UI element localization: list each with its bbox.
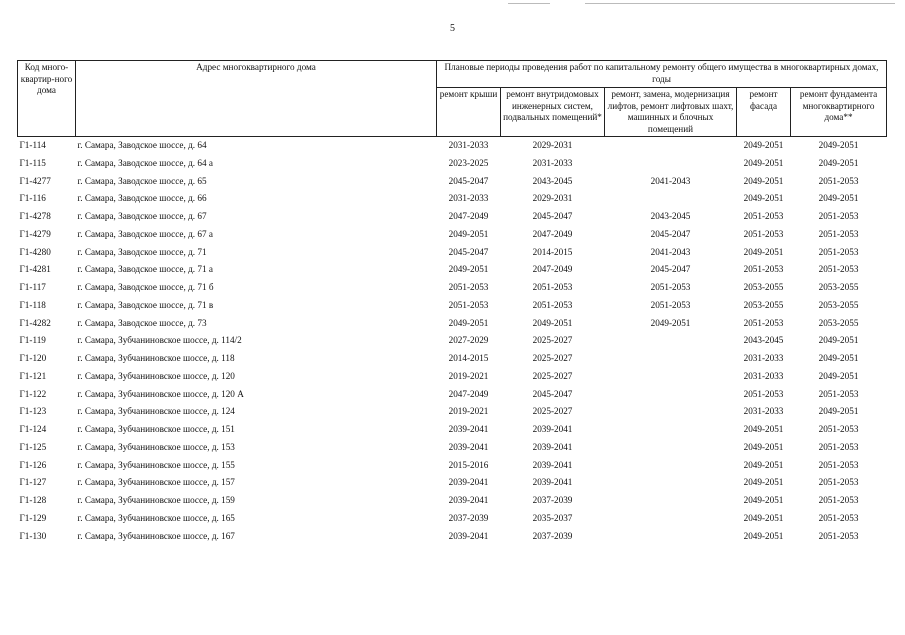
cell-elevators <box>605 332 737 350</box>
cell-elevators <box>605 474 737 492</box>
cell-facade: 2049-2051 <box>743 193 784 204</box>
cell-roof: 2049-2051 <box>448 228 489 239</box>
cell-systems: 2039-2041 <box>532 459 573 470</box>
cell-facade: 2043-2045 <box>743 335 784 346</box>
cell-address: г. Самара, Заводское шоссе, д. 66 <box>77 193 207 204</box>
scan-artifact-line <box>508 3 550 4</box>
header-roof: ремонт крыши <box>437 88 501 137</box>
cell-systems: 2047-2049 <box>532 228 573 239</box>
cell-roof: 2051-2053 <box>448 282 489 292</box>
cell-facade: 2049-2051 <box>743 140 784 150</box>
cell-address: г. Самара, Заводское шоссе, д. 71 <box>77 246 207 257</box>
cell-code: Г1-114 <box>19 140 46 150</box>
cell-systems: 2037-2039 <box>532 530 573 541</box>
cell-roof: 2027-2029 <box>448 335 489 346</box>
cell-roof: 2019-2021 <box>448 370 489 381</box>
cell-systems: 2029-2031 <box>532 140 573 150</box>
cell-roof: 2014-2015 <box>448 353 489 363</box>
cell-facade: 2053-2055 <box>743 299 784 310</box>
cell-address: г. Самара, Заводское шоссе, д. 71 в <box>77 299 214 310</box>
cell-foundation: 2051-2053 <box>818 264 859 275</box>
table-row <box>18 492 887 510</box>
cell-foundation: 2051-2053 <box>818 175 859 186</box>
cell-roof: 2049-2051 <box>448 264 489 275</box>
cell-code: Г1-126 <box>19 459 47 470</box>
cell-roof: 2047-2049 <box>448 211 489 221</box>
cell-systems: 2025-2027 <box>532 335 573 346</box>
header-systems: ремонт внутридомовых инженерных систем, подвальных помещений* <box>501 88 605 137</box>
cell-foundation: 2049-2051 <box>818 353 859 363</box>
cell-systems: 2025-2027 <box>532 370 573 381</box>
cell-foundation: 2049-2051 <box>818 140 859 150</box>
cell-address: г. Самара, Зубчаниновское шоссе, д. 120 <box>77 370 235 381</box>
table-row <box>18 279 887 297</box>
cell-address: г. Самара, Зубчаниновское шоссе, д. 114/2 <box>77 335 242 346</box>
cell-foundation: 2051-2053 <box>818 211 859 221</box>
cell-systems: 2045-2047 <box>532 388 573 399</box>
cell-address: г. Самара, Заводское шоссе, д. 73 <box>77 317 207 328</box>
cell-facade: 2049-2051 <box>743 157 784 168</box>
table-row <box>18 510 887 528</box>
cell-facade: 2053-2055 <box>743 282 784 292</box>
cell-systems: 2014-2015 <box>532 246 573 257</box>
cell-address: г. Самара, Заводское шоссе, д. 65 <box>77 175 207 186</box>
cell-foundation: 2051-2053 <box>818 246 859 257</box>
cell-facade: 2051-2053 <box>743 228 784 239</box>
cell-facade: 2051-2053 <box>743 388 784 399</box>
cell-foundation: 2051-2053 <box>818 495 859 505</box>
cell-elevators: 2051-2053 <box>650 282 691 292</box>
header-elevators: ремонт, замена, модернизация лифтов, ремонт лифтовых шахт, машинных и блочных помещений <box>605 88 737 137</box>
cell-facade: 2051-2053 <box>743 317 784 328</box>
cell-foundation: 2049-2051 <box>818 370 859 381</box>
cell-facade: 2049-2051 <box>743 495 784 505</box>
cell-systems: 2035-2037 <box>532 512 573 523</box>
cell-foundation: 2051-2053 <box>818 228 859 239</box>
cell-code: Г1-122 <box>19 388 47 399</box>
cell-facade: 2049-2051 <box>743 424 784 434</box>
cell-elevators <box>605 350 737 368</box>
table-row <box>18 332 887 350</box>
cell-facade: 2051-2053 <box>743 264 784 275</box>
cell-code: Г1-4278 <box>19 211 51 221</box>
cell-code: Г1-4282 <box>19 317 51 328</box>
cell-roof: 2047-2049 <box>448 388 489 399</box>
table-row <box>18 244 887 262</box>
cell-foundation: 2051-2053 <box>818 459 859 470</box>
cell-code: Г1-116 <box>19 193 46 204</box>
header-address: Адрес многоквартирного дома <box>76 61 437 137</box>
cell-elevators <box>605 386 737 404</box>
cell-systems: 2029-2031 <box>532 193 573 204</box>
cell-elevators: 2049-2051 <box>650 317 691 328</box>
cell-elevators <box>605 439 737 457</box>
cell-foundation: 2051-2053 <box>818 530 859 541</box>
cell-code: Г1-130 <box>19 530 47 541</box>
cell-address: г. Самара, Зубчаниновское шоссе, д. 167 <box>77 530 235 541</box>
cell-roof: 2037-2039 <box>448 512 489 523</box>
cell-systems: 2039-2041 <box>532 477 573 488</box>
cell-facade: 2031-2033 <box>743 370 784 381</box>
cell-elevators: 2041-2043 <box>650 246 691 257</box>
table-row <box>18 528 887 546</box>
table-header <box>18 61 887 137</box>
cell-facade: 2049-2051 <box>743 530 784 541</box>
cell-systems: 2031-2033 <box>532 157 573 168</box>
cell-foundation: 2049-2051 <box>818 157 859 168</box>
cell-roof: 2039-2041 <box>448 495 489 505</box>
cell-address: г. Самара, Заводское шоссе, д. 71 б <box>77 282 214 292</box>
table-row <box>18 261 887 279</box>
cell-foundation: 2051-2053 <box>818 388 859 399</box>
cell-systems: 2051-2053 <box>532 282 573 292</box>
table-row <box>18 297 887 315</box>
cell-foundation: 2053-2055 <box>818 317 859 328</box>
cell-elevators <box>605 368 737 386</box>
cell-address: г. Самара, Заводское шоссе, д. 67 <box>77 211 207 221</box>
cell-elevators: 2051-2053 <box>650 299 691 310</box>
cell-elevators <box>605 137 737 155</box>
cell-code: Г1-125 <box>19 441 47 452</box>
cell-roof: 2031-2033 <box>448 140 489 150</box>
cell-roof: 2039-2041 <box>448 441 489 452</box>
cell-code: Г1-4280 <box>19 246 51 257</box>
table-row <box>18 457 887 475</box>
cell-foundation: 2053-2055 <box>818 282 859 292</box>
cell-elevators: 2041-2043 <box>650 175 691 186</box>
cell-systems: 2039-2041 <box>532 424 573 434</box>
cell-facade: 2049-2051 <box>743 175 784 186</box>
cell-foundation: 2051-2053 <box>818 477 859 488</box>
cell-address: г. Самара, Зубчаниновское шоссе, д. 124 <box>77 406 235 417</box>
cell-elevators <box>605 421 737 439</box>
cell-facade: 2049-2051 <box>743 477 784 488</box>
cell-elevators <box>605 528 737 546</box>
cell-code: Г1-121 <box>19 370 47 381</box>
cell-elevators <box>605 510 737 528</box>
header-code: Код много-квартир-ного дома <box>18 61 76 137</box>
cell-elevators: 2045-2047 <box>650 228 691 239</box>
cell-roof: 2045-2047 <box>448 175 489 186</box>
cell-address: г. Самара, Заводское шоссе, д. 64 а <box>77 157 213 168</box>
cell-elevators: 2043-2045 <box>650 211 691 221</box>
table-row <box>18 439 887 457</box>
cell-facade: 2049-2051 <box>743 441 784 452</box>
cell-systems: 2045-2047 <box>532 211 573 221</box>
cell-address: г. Самара, Зубчаниновское шоссе, д. 151 <box>77 424 235 434</box>
cell-roof: 2039-2041 <box>448 424 489 434</box>
cell-systems: 2043-2045 <box>532 175 573 186</box>
cell-foundation: 2053-2055 <box>818 299 859 310</box>
table-row <box>18 474 887 492</box>
cell-code: Г1-120 <box>19 353 47 363</box>
cell-address: г. Самара, Зубчаниновское шоссе, д. 165 <box>77 512 235 523</box>
cell-foundation: 2049-2051 <box>818 193 859 204</box>
header-planned-periods: Плановые периоды проведения работ по капитальному ремонту общего имущества в многоквартирных домах, годы <box>437 61 887 88</box>
cell-code: Г1-127 <box>19 477 47 488</box>
table-row <box>18 350 887 368</box>
cell-roof: 2031-2033 <box>448 193 489 204</box>
cell-systems: 2051-2053 <box>532 299 573 310</box>
cell-code: Г1-129 <box>19 512 47 523</box>
cell-foundation: 2049-2051 <box>818 335 859 346</box>
table-row <box>18 368 887 386</box>
table-row <box>18 226 887 244</box>
cell-elevators <box>605 155 737 173</box>
cell-systems: 2039-2041 <box>532 441 573 452</box>
cell-address: г. Самара, Зубчаниновское шоссе, д. 118 <box>77 353 235 363</box>
table-row <box>18 155 887 173</box>
cell-systems: 2025-2027 <box>532 353 573 363</box>
cell-facade: 2049-2051 <box>743 459 784 470</box>
cell-code: Г1-117 <box>19 282 46 292</box>
cell-code: Г1-124 <box>19 424 47 434</box>
cell-roof: 2023-2025 <box>448 157 489 168</box>
cell-foundation: 2051-2053 <box>818 512 859 523</box>
table-row <box>18 137 887 155</box>
cell-code: Г1-4277 <box>19 175 51 186</box>
cell-elevators <box>605 492 737 510</box>
cell-address: г. Самара, Зубчаниновское шоссе, д. 157 <box>77 477 235 488</box>
cell-code: Г1-119 <box>19 335 46 346</box>
cell-facade: 2051-2053 <box>743 211 784 221</box>
table-body <box>18 137 887 546</box>
cell-address: г. Самара, Заводское шоссе, д. 64 <box>77 140 207 150</box>
cell-roof: 2045-2047 <box>448 246 489 257</box>
cell-code: Г1-4279 <box>19 228 51 239</box>
table-row <box>18 208 887 226</box>
cell-roof: 2049-2051 <box>448 317 489 328</box>
cell-roof: 2051-2053 <box>448 299 489 310</box>
capital-repair-schedule-table <box>17 60 887 545</box>
cell-address: г. Самара, Зубчаниновское шоссе, д. 153 <box>77 441 235 452</box>
cell-roof: 2015-2016 <box>448 459 489 470</box>
table-row <box>18 173 887 191</box>
cell-address: г. Самара, Зубчаниновское шоссе, д. 120 А <box>77 388 244 399</box>
cell-roof: 2039-2041 <box>448 477 489 488</box>
cell-address: г. Самара, Зубчаниновское шоссе, д. 159 <box>77 495 235 505</box>
cell-systems: 2037-2039 <box>532 495 573 505</box>
cell-facade: 2049-2051 <box>743 512 784 523</box>
table-row <box>18 386 887 404</box>
cell-address: г. Самара, Заводское шоссе, д. 71 а <box>77 264 213 275</box>
cell-roof: 2019-2021 <box>448 406 489 417</box>
table-row <box>18 421 887 439</box>
cell-elevators <box>605 457 737 475</box>
cell-code: Г1-118 <box>19 299 46 310</box>
cell-address: г. Самара, Заводское шоссе, д. 67 а <box>77 228 213 239</box>
header-foundation: ремонт фундамента многоквартирного дома** <box>791 88 887 137</box>
cell-facade: 2049-2051 <box>743 246 784 257</box>
cell-elevators <box>605 190 737 208</box>
cell-code: Г1-123 <box>19 406 47 417</box>
header-facade: ремонт фасада <box>737 88 791 137</box>
cell-facade: 2031-2033 <box>743 406 784 417</box>
scan-artifact-line <box>585 3 895 4</box>
cell-address: г. Самара, Зубчаниновское шоссе, д. 155 <box>77 459 235 470</box>
cell-systems: 2025-2027 <box>532 406 573 417</box>
table-row <box>18 403 887 421</box>
cell-systems: 2047-2049 <box>532 264 573 275</box>
cell-code: Г1-115 <box>19 157 46 168</box>
cell-foundation: 2051-2053 <box>818 424 859 434</box>
cell-roof: 2039-2041 <box>448 530 489 541</box>
table-row <box>18 190 887 208</box>
cell-code: Г1-4281 <box>19 264 51 275</box>
cell-elevators <box>605 403 737 421</box>
cell-foundation: 2051-2053 <box>818 441 859 452</box>
cell-facade: 2031-2033 <box>743 353 784 363</box>
table-row <box>18 315 887 333</box>
cell-code: Г1-128 <box>19 495 47 505</box>
cell-elevators: 2045-2047 <box>650 264 691 275</box>
cell-systems: 2049-2051 <box>532 317 573 328</box>
cell-foundation: 2049-2051 <box>818 406 859 417</box>
page-number: 5 <box>450 23 455 34</box>
